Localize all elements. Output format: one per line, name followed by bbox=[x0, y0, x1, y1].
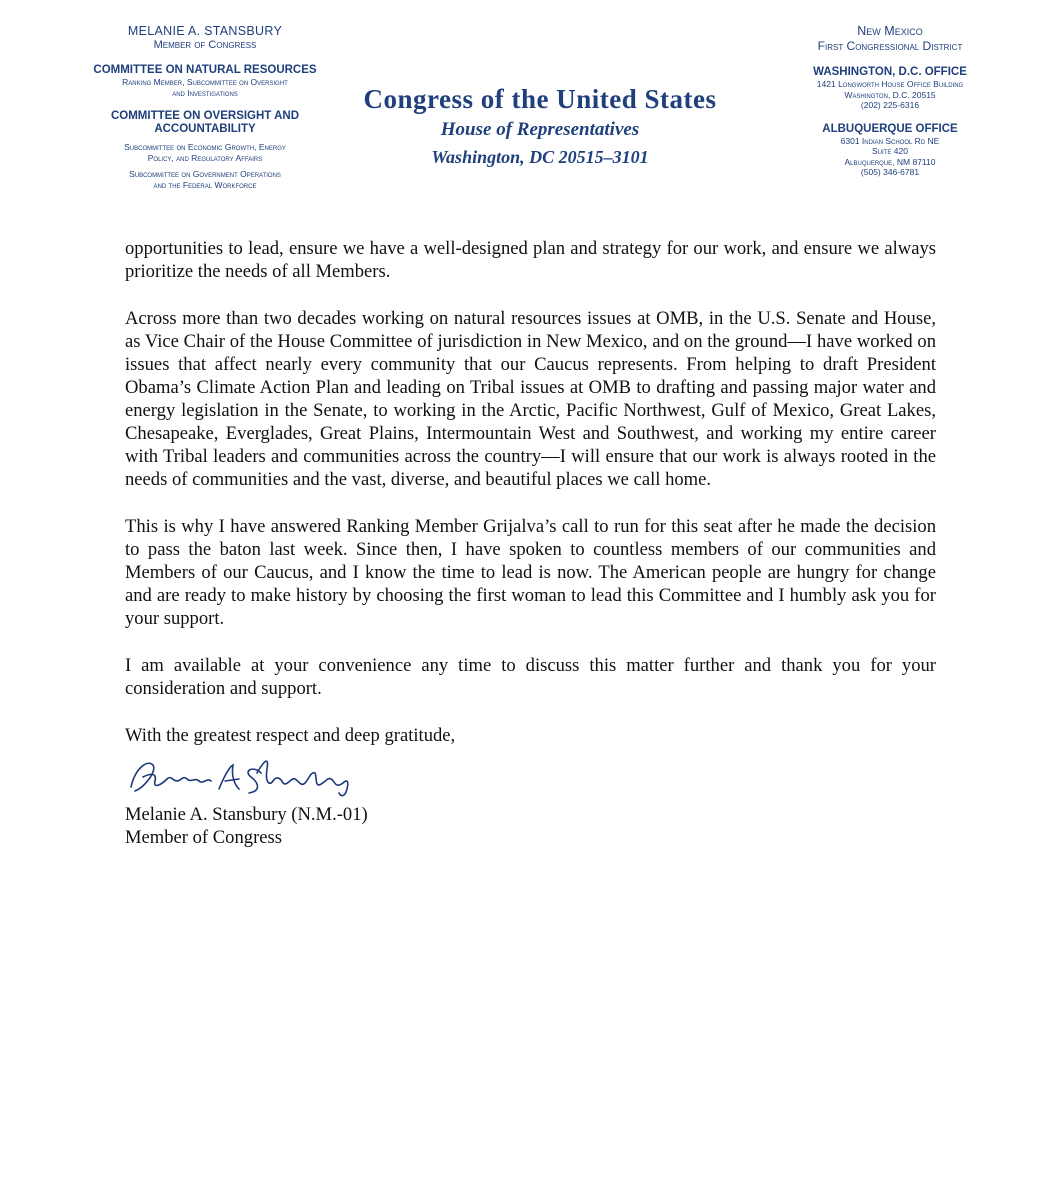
letter-body bbox=[125, 237, 936, 849]
committee1-role-line1: Ranking Member, Subcommittee on Oversight bbox=[122, 77, 288, 87]
committee-oversight-line1: COMMITTEE ON OVERSIGHT AND bbox=[110, 110, 300, 122]
center-letterhead bbox=[340, 82, 740, 170]
signer-title: Member of Congress bbox=[125, 826, 282, 848]
closing-line: With the greatest respect and deep gratitude, bbox=[125, 724, 456, 746]
member-name: MELANIE A. STANSBURY bbox=[127, 24, 283, 38]
house-title: House of Representatives bbox=[440, 119, 640, 140]
signer-name: Melanie A. Stansbury (N.M.-01) bbox=[125, 803, 368, 825]
abq-address3: Albuquerque, NM 87110 bbox=[844, 156, 936, 167]
subcommittee2-line2: and the Federal Workforce bbox=[153, 179, 257, 190]
left-letterhead bbox=[70, 24, 340, 190]
handwritten-signature bbox=[121, 751, 361, 801]
abq-phone: (505) 346-6781 bbox=[860, 167, 920, 177]
city-zip: Washington, DC 20515–3101 bbox=[431, 147, 649, 167]
right-letterhead bbox=[760, 24, 1020, 178]
committee-oversight-line2: ACCOUNTABILITY bbox=[154, 123, 256, 135]
district-name: First Congressional District bbox=[817, 39, 963, 53]
abq-address2: Suite 420 bbox=[872, 146, 908, 156]
abq-office-title: ALBUQUERQUE OFFICE bbox=[822, 122, 958, 135]
state-name: New Mexico bbox=[857, 24, 923, 38]
abq-address1: 6301 Indian School Rd NE bbox=[840, 135, 940, 146]
paragraph-2: Across more than two decades working on natural resources issues at OMB, in the U.S. Senate and House, as Vice Chair of the House Committee of jurisdiction in New Mexico, and on the ground—I have worked on issues that affect nearly every community that our Caucus represents. From helping to draft President Obama’s Climate Action Plan and leading on Tribal issues at OMB to drafting and passing major water and energy legislation in the Senate, to working in the Arctic, Pacific Northwest, Gulf of Mexico, Great Lakes, Chesapeake, Everglades, Great Plains, Intermountain West and Southwest, and working my entire career with Tribal leaders and communities across the country—I will ensure that our work is always rooted in the needs of communities and the vast, diverse, and beautiful places we call home. bbox=[125, 307, 936, 491]
dc-office-title: WASHINGTON, D.C. OFFICE bbox=[813, 66, 967, 78]
dc-address2: Washington, D.C. 20515 bbox=[844, 89, 936, 100]
dc-address1: 1421 Longworth House Office Building bbox=[816, 79, 964, 89]
paragraph-1: opportunities to lead, ensure we have a well-designed plan and strategy for our work, and ensure we always prioritize the needs of all Members. bbox=[125, 238, 936, 283]
paragraph-4: I am available at your convenience any time to discuss this matter further and thank you for your consideration and support. bbox=[125, 654, 936, 699]
member-title: Member of Congress bbox=[153, 39, 257, 51]
dc-phone: (202) 225-6316 bbox=[860, 100, 920, 110]
signature-block bbox=[125, 803, 936, 849]
committee-natural-resources: COMMITTEE ON NATURAL RESOURCES bbox=[93, 64, 317, 76]
subcommittee1-line1: Subcommittee on Economic Growth, Energy bbox=[124, 142, 286, 152]
committee1-role-line2: and Investigations bbox=[172, 87, 238, 98]
subcommittee1-line2: Policy, and Regulatory Affairs bbox=[147, 152, 263, 163]
paragraph-3: This is why I have answered Ranking Member Grijalva’s call to run for this seat after he made the decision to pass the baton last week. Since then, I have spoken to countless members of our communities and Members of our Caucus, and I know the time to lead is now. The American people are hungry for change and are ready to make history by choosing the first woman to lead this Committee and I humbly ask you for your support. bbox=[125, 515, 936, 630]
subcommittee2-line1: Subcommittee on Government Operations bbox=[129, 169, 281, 179]
congress-title: Congress of the United States bbox=[363, 84, 717, 114]
